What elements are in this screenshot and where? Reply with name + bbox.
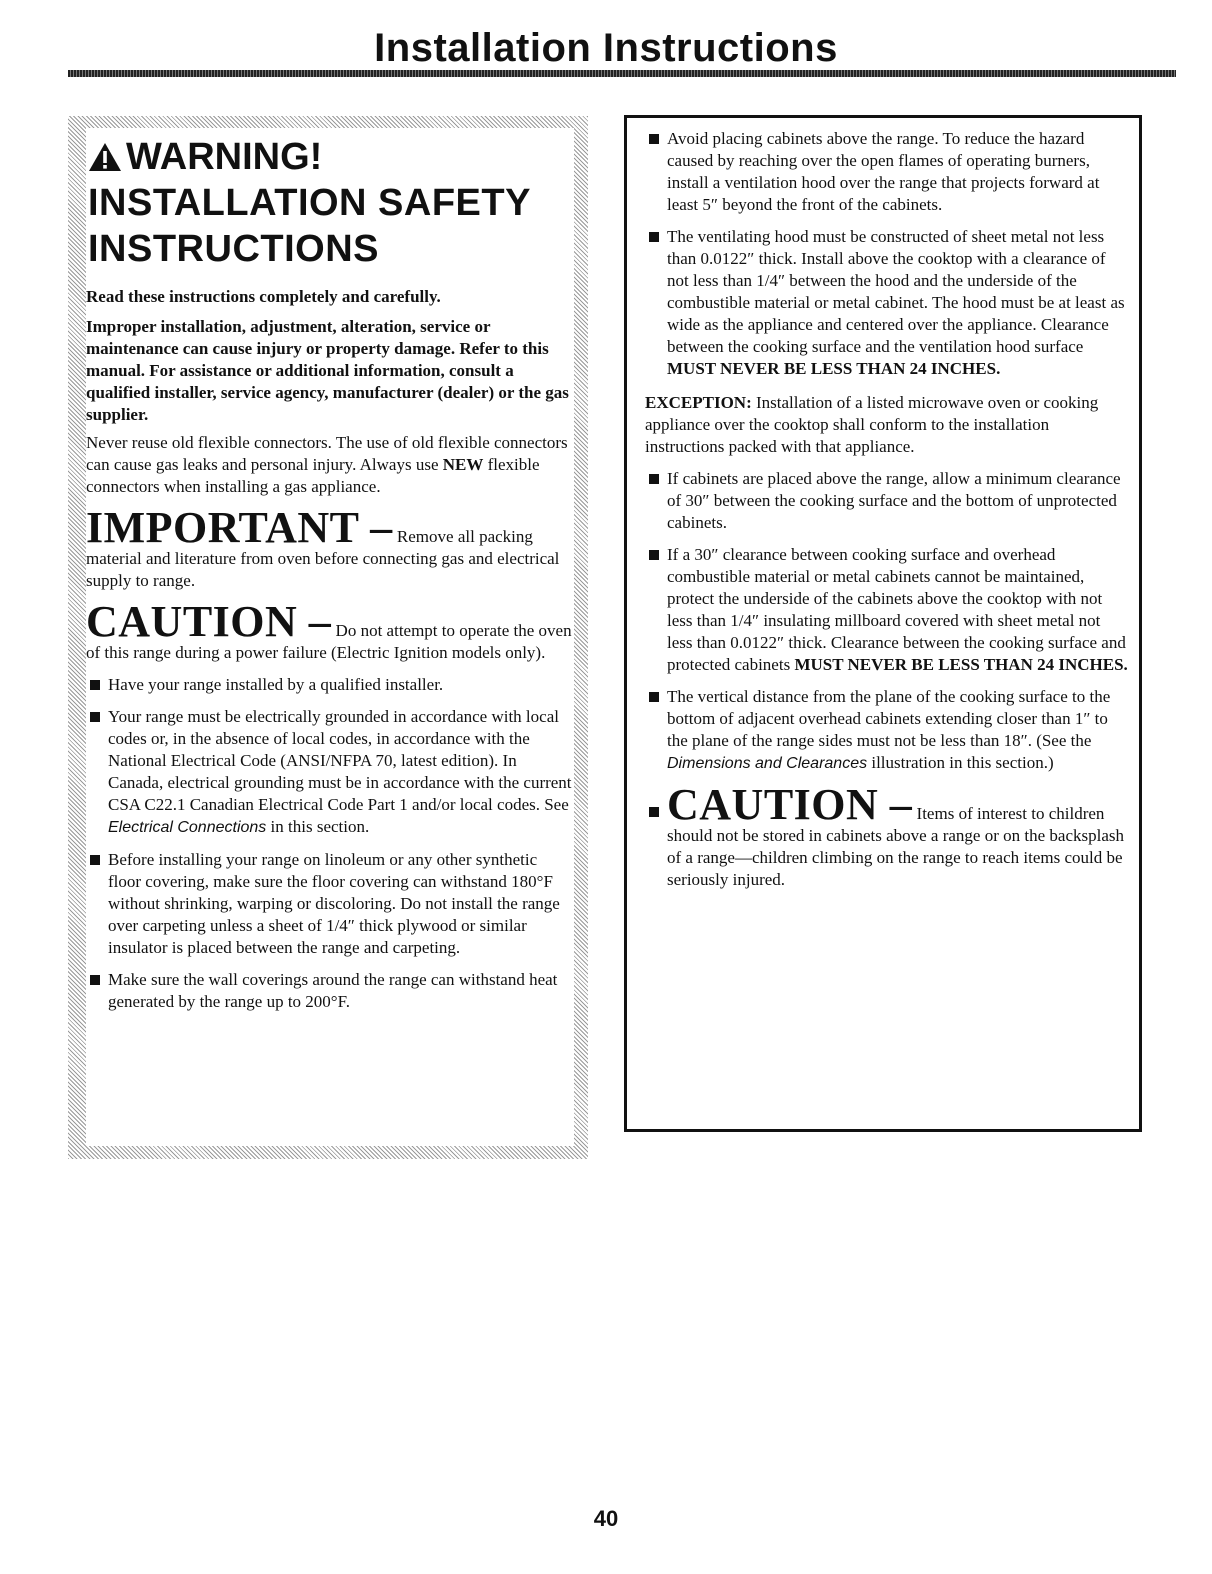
read-instructions-text: Read these instructions completely and carefully. [86, 287, 441, 306]
bullet-square-icon [649, 550, 659, 560]
list-item: Make sure the wall coverings around the range can withstand heat generated by the range up to 200°F. [86, 969, 574, 1013]
list-item: Avoid placing cabinets above the range. To reduce the hazard caused by reaching over the open flames of operating burners, install a ventilation hood over the range that projects forward at least 5″ beyond the front of the cabinets. [645, 128, 1129, 216]
bullet-square-icon [649, 692, 659, 702]
list-item: Have your range installed by a qualified installer. [86, 674, 574, 696]
title-rule [68, 70, 1176, 77]
children-caution-notice: CAUTION – Items of interest to children should not be stored in cabinets above a range or on the backsplash of a range—children climbing on the range to reach items could be seriously injured. [645, 785, 1129, 891]
warning-heading-line1 [86, 134, 574, 180]
important-label: IMPORTANT – [86, 503, 393, 552]
electrical-connections-reference: Electrical Connections [108, 819, 267, 836]
caution-notice: CAUTION – Do not attempt to operate the oven of this range during a power failure (Electric Ignition models only). [86, 597, 572, 662]
list-item: The vertical distance from the plane of the cooking surface to the bottom of adjacent overhead cabinets extending closer than 1″ to the plane of the range sides must not be less than 18″. (See the Dimensions and Clearances illustration in this section.) [645, 686, 1129, 775]
flexible-connectors-text: Never reuse old flexible connectors. The use of old flexible connectors can cause gas leaks and personal injury. Always use NEW flexible connectors when installing a gas appliance. [86, 433, 568, 496]
warning-box-content [86, 128, 574, 1146]
warning-heading-line2: INSTALLATION SAFETY [88, 182, 531, 224]
list-item: Before installing your range on linoleum or any other synthetic floor covering, make sure the floor covering can withstand 180°F without shrinking, warping or discoloring. Do not install the range over carpeting unless a sheet of 1/4″ thick plywood or similar insulator is placed between the range and carpeting. [86, 849, 574, 959]
list-item: The ventilating hood must be constructed of sheet metal not less than 0.0122″ thick. Install above the cooktop with a clearance of not less than 1/4″ between the hood and the underside of the combustible material or metal cabinet. The hood must be at least as wide as the appliance and centered over the appliance. Clearance between the cooking surface and the ventilation hood surface MUST NEVER BE LESS THAN 24 INCHES. [645, 226, 1129, 380]
exception-text: EXCEPTION: Installation of a listed microwave oven or cooking appliance over the cooktop shall conform to the installation instructions packed with that appliance. [645, 393, 1099, 456]
page-title: Installation Instructions [374, 26, 838, 70]
warning-heading-line3: INSTRUCTIONS [88, 228, 379, 270]
exception-label: EXCEPTION: [645, 393, 752, 412]
important-notice: IMPORTANT – Remove all packing material and literature from oven before connecting gas and electrical supply to range. [86, 503, 560, 590]
warning-label: WARNING! [126, 136, 323, 178]
cabinet-clearance-content [645, 128, 1129, 891]
bullet-square-icon [90, 712, 100, 722]
caution-label: CAUTION – [86, 597, 332, 646]
list-item: Your range must be electrically grounded in accordance with local codes or, in the absence of local codes, in accordance with the National Electrical Code (ANSI/NFPA 70, latest edition). In Canada, electrical grounding must be in accordance with the current CSA C22.1 Canadian Electrical Code Part 1 and/or local codes. See Electrical Connections in this section. [86, 706, 574, 839]
bullet-square-icon [649, 807, 659, 817]
caution-label: CAUTION – [667, 780, 913, 829]
warning-heading [86, 134, 574, 272]
cabinet-clearance-box [624, 115, 1142, 1132]
list-item: If cabinets are placed above the range, allow a minimum clearance of 30″ between the cooking surface and the bottom of unprotected cabinets. [645, 468, 1129, 534]
bullet-square-icon [649, 232, 659, 242]
improper-installation-notice: Improper installation, adjustment, alteration, service or maintenance can cause injury or property damage. Refer to this manual. For assistance or additional information, consult a qualified installer, service agency, manufacturer (dealer) or the gas supplier. [86, 317, 569, 424]
warning-box [68, 116, 588, 1159]
bullet-square-icon [90, 855, 100, 865]
warning-triangle-icon [88, 142, 122, 172]
bullet-square-icon [649, 474, 659, 484]
dimensions-clearances-reference: Dimensions and Clearances [667, 755, 868, 772]
bullet-square-icon [649, 134, 659, 144]
bullet-square-icon [90, 680, 100, 690]
page-number: 40 [593, 1506, 619, 1531]
bullet-square-icon [90, 975, 100, 985]
list-item: If a 30″ clearance between cooking surface and overhead combustible material or metal cabinets cannot be maintained, protect the underside of the cabinets above the cooktop with not less than 1/4″ insulating millboard covered with sheet metal not less than 0.0122″ thick. Clearance between the cooking surface and protected cabinets MUST NEVER BE LESS THAN 24 INCHES. [645, 544, 1129, 676]
